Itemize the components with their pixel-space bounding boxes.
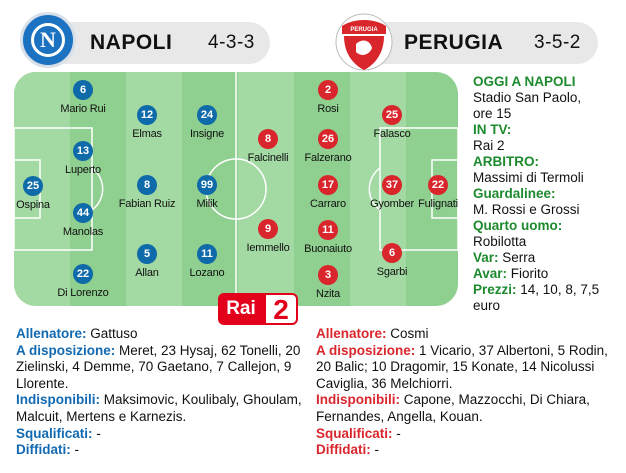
player-number: 22 <box>428 175 448 195</box>
away-allenatore: Cosmi <box>390 326 429 341</box>
player-number: 22 <box>73 264 93 284</box>
away-allenatore-label: Allenatore: <box>316 326 387 341</box>
player-name: Gyomber <box>370 198 414 210</box>
info-prezzi-unit: euro <box>473 298 501 313</box>
player-number: 12 <box>137 105 157 125</box>
away-indisponibili: Capone, Mazzocchi, Di Chiara, Fernandes, Angella, Kouan. <box>316 392 590 424</box>
home-allenatore-label: Allenatore: <box>16 326 87 341</box>
player-number: 3 <box>318 265 338 285</box>
home-disposizione: Meret, 23 Hysaj, 62 Tonelli, 20 Zielinski, 4 Demme, 70 Gaetano, 7 Callejon, 9 Llorente. <box>16 342 301 391</box>
away-formation: 3-5-2 <box>534 32 581 53</box>
rai-logo: Rai <box>218 293 264 325</box>
player-name: Elmas <box>132 128 162 140</box>
away-disposizione-label: A disposizione: <box>316 342 416 358</box>
player-name: Fulignati <box>418 198 458 210</box>
info-stadio: Stadio San Paolo, <box>473 90 582 105</box>
player-name: Rosi <box>317 103 339 115</box>
home-formation: 4-3-3 <box>208 32 255 53</box>
home-player <box>0 176 78 211</box>
info-tv: Rai 2 <box>473 138 505 153</box>
player-number: 11 <box>318 220 338 240</box>
player-number: 25 <box>23 176 43 196</box>
player-name: Buonaiuto <box>304 243 352 255</box>
info-var-label: Var: <box>473 250 499 265</box>
away-diffidati-label: Diffidati: <box>316 442 371 458</box>
info-tv-label: IN TV: <box>473 122 512 137</box>
player-name: Mario Rui <box>60 103 106 115</box>
player-number: 8 <box>137 175 157 195</box>
away-disposizione: 1 Vicario, 37 Albertoni, 5 Rodin, 20 Balic; 10 Dragomir, 15 Konate, 14 Nicolussi Caviglia, 36 Melchiorri. <box>316 342 608 391</box>
info-prezzi-label: Prezzi: <box>473 282 517 297</box>
player-number: 25 <box>382 105 402 125</box>
info-avar: Fiorito <box>510 266 549 281</box>
info-quarto-label: Quarto uomo: <box>473 218 563 233</box>
player-name: Nzita <box>315 288 341 300</box>
home-squalificati-label: Squalificati: <box>16 425 93 441</box>
player-name: Fabian Ruiz <box>118 198 176 210</box>
home-diffidati-label: Diffidati: <box>16 442 71 458</box>
info-quarto: Robilotta <box>473 234 527 249</box>
info-avar-label: Avar: <box>473 266 508 281</box>
away-player <box>393 175 483 210</box>
player-name: Falcinelli <box>247 152 289 164</box>
napoli-logo-letter: N <box>31 23 65 57</box>
player-name: Insigne <box>189 128 225 140</box>
player-number: 6 <box>382 243 402 263</box>
away-details <box>316 326 616 459</box>
away-indisponibili-label: Indisponibili: <box>316 392 400 408</box>
player-number: 9 <box>258 219 278 239</box>
home-disposizione-label: A disposizione: <box>16 342 116 358</box>
player-name: Luperto <box>65 164 101 176</box>
away-team-name: PERUGIA <box>404 31 504 54</box>
away-player <box>347 105 437 140</box>
player-name: Iemmello <box>246 242 290 254</box>
rai-channel-number: 2 <box>264 293 298 325</box>
home-details <box>16 326 316 459</box>
player-name: Manolas <box>62 226 104 238</box>
home-indisponibili: Maksimovic, Koulibaly, Ghoulam, Malcuit, Mertens e Karnezis. <box>16 392 302 424</box>
player-number: 13 <box>73 141 93 161</box>
player-name: Sgarbi <box>376 266 408 278</box>
info-oggi-label: OGGI A NAPOLI <box>473 74 576 89</box>
info-arbitro-label: ARBITRO: <box>473 154 539 169</box>
home-player <box>38 141 128 176</box>
info-guardalinee-label: Guardalinee: <box>473 186 556 201</box>
home-allenatore: Gattuso <box>90 326 138 341</box>
away-diffidati: - <box>374 442 380 458</box>
player-name: Lozano <box>189 267 225 279</box>
match-info <box>473 74 599 314</box>
player-name: Ospina <box>16 199 50 211</box>
away-squalificati-label: Squalificati: <box>316 425 393 441</box>
home-squalificati: - <box>96 425 101 441</box>
info-ore: ore 15 <box>473 106 512 121</box>
player-number: 6 <box>73 80 93 100</box>
player-number: 37 <box>382 175 402 195</box>
napoli-logo <box>20 12 76 68</box>
player-name: Milik <box>196 198 218 210</box>
player-name: Di Lorenzo <box>57 287 109 299</box>
player-name: Falzerano <box>304 152 352 164</box>
home-diffidati: - <box>74 442 80 458</box>
player-name: Allan <box>135 267 159 279</box>
home-player <box>162 175 252 210</box>
info-guardalinee: M. Rossi e Grossi <box>473 202 580 217</box>
info-prezzi: 14, 10, 8, 7,5 <box>520 282 600 297</box>
home-team-name: NAPOLI <box>90 31 173 54</box>
player-number: 99 <box>197 175 217 195</box>
player-number: 24 <box>197 105 217 125</box>
away-player <box>347 243 437 278</box>
player-number: 17 <box>318 175 338 195</box>
home-indisponibili-label: Indisponibili: <box>16 392 100 408</box>
player-number: 26 <box>318 129 338 149</box>
perugia-logo <box>332 8 396 72</box>
player-name: Falasco <box>373 128 411 140</box>
info-arbitro: Massimi di Termoli <box>473 170 584 185</box>
away-squalificati: - <box>396 425 401 441</box>
player-number: 11 <box>197 244 217 264</box>
player-number: 8 <box>258 129 278 149</box>
info-var: Serra <box>502 250 536 265</box>
player-number: 44 <box>73 203 93 223</box>
player-name: Carraro <box>310 198 346 210</box>
perugia-logo-text: PERUGIA <box>350 27 378 33</box>
player-number: 2 <box>318 80 338 100</box>
player-number: 5 <box>137 244 157 264</box>
